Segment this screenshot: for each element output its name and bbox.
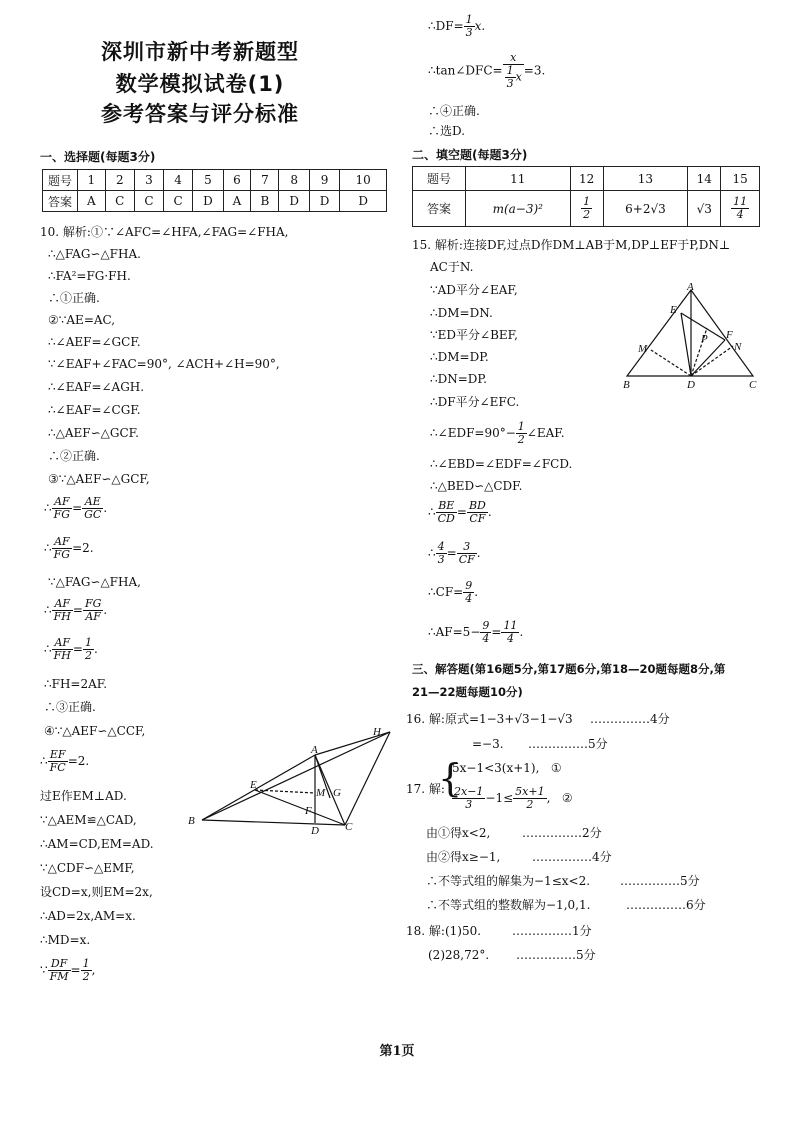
- q17-label: 17. 解:: [406, 782, 445, 796]
- page-number: 第1页: [379, 1044, 415, 1059]
- table1-answer: A: [78, 191, 106, 212]
- table1-answer: B: [251, 191, 279, 212]
- fig1-label: G: [333, 787, 341, 799]
- system-brace: {: [438, 756, 463, 800]
- q10-line: ∴∠AEF=∠GCF.: [48, 335, 141, 349]
- fig2-label: P: [701, 333, 708, 345]
- q17-score: ……………6分: [626, 898, 706, 912]
- table1-answer: D: [340, 191, 387, 212]
- fig2-label: C: [749, 379, 757, 391]
- q17-line: 由①得x<2,: [426, 826, 491, 840]
- q17-line: ∴不等式组的解集为−1≤x<2.: [426, 874, 591, 888]
- q10-cont-line2: ∴tan∠DFC= x $\frac{1}{3}$ x =3.: [428, 51, 546, 90]
- table1-label-a: 答案: [43, 191, 78, 212]
- q10-line: ∴①正确.: [48, 291, 100, 305]
- table1-answer: C: [134, 191, 163, 212]
- fig1-label: A: [311, 744, 318, 756]
- table2-num: 13: [603, 167, 688, 191]
- table1-answer: D: [279, 191, 309, 212]
- fig1-label: B: [188, 815, 195, 827]
- q10-line: ∴∠EAF=∠CGF.: [48, 403, 141, 417]
- table2-num: 15: [721, 167, 760, 191]
- q10-line: ③∵△AEF∽△GCF,: [48, 472, 150, 486]
- fig2-label: F: [726, 329, 733, 341]
- answer-table-2: [412, 166, 760, 227]
- table2-answer-14: √3: [688, 191, 721, 227]
- fig2-label: A: [687, 281, 694, 293]
- q10-line: ∵∠EAF+∠FAC=90°, ∠ACH+∠H=90°,: [48, 357, 280, 371]
- q15-line: ∴△BED∽△CDF.: [430, 479, 523, 493]
- q10-cont-line4: ∴选D.: [428, 124, 466, 138]
- title-line-2: 数学模拟试卷(1): [115, 72, 285, 96]
- q15-intro: AC于N.: [430, 260, 474, 274]
- fig1-label: F: [305, 805, 312, 817]
- table2-label-a: 答案: [413, 191, 466, 227]
- fig2-label: N: [734, 341, 742, 353]
- q18-line: 18. 解:(1)50.: [406, 924, 482, 938]
- q10-line: 10. 解析:①∵∠AFC=∠HFA,∠FAG=∠FHA,: [40, 225, 289, 239]
- q10-line: ④∵△AEF∽△CCF,: [44, 724, 146, 738]
- q16-score: ……………5分: [528, 737, 608, 751]
- q10-line: ∵△CDF∽△EMF,: [40, 861, 135, 875]
- q10-cont-line3: ∴④正确.: [428, 104, 480, 118]
- table2-num: 11: [466, 167, 571, 191]
- q10-line: ∴∠EAF=∠AGH.: [48, 380, 145, 394]
- q15-line: ∵AD平分∠EAF,: [430, 283, 518, 297]
- q10-line: ∴MD=x.: [40, 933, 91, 947]
- q15-line: ∵ED平分∠BEF,: [430, 328, 518, 342]
- q18-score: ……………5分: [516, 948, 596, 962]
- q15-frac-43: ∴ $\frac{4}{3}$ = $\frac{3}{CF}$ .: [428, 540, 481, 566]
- q17-score: ……………2分: [522, 826, 602, 840]
- q17-inequality-1: 5x−1<3(x+1), ①: [452, 761, 562, 775]
- table2-num: 12: [570, 167, 603, 191]
- q10-frac5: ∴ $\frac{EF}{FC}$ =2.: [40, 748, 90, 774]
- fig1-label: C: [345, 821, 353, 833]
- fig2-label: M: [638, 343, 648, 355]
- q15-line: ∴DM=DN.: [430, 306, 493, 320]
- q10-frac1: ∴ $\frac{AF}{FG}$ = $\frac{AE}{GC}$ .: [44, 495, 108, 521]
- q15-line: ∴DF平分∠EFC.: [430, 395, 520, 409]
- q15-line: ∴DN=DP.: [430, 372, 487, 386]
- table2-label-q: 题号: [413, 167, 466, 191]
- q15-line: ∴∠EBD=∠EDF=∠FCD.: [430, 457, 573, 471]
- title-line-3: 参考答案与评分标准: [101, 102, 299, 126]
- geometry-figure-1: [180, 720, 400, 840]
- q15-intro: 15. 解析:连接DF,过点D作DM⊥AB于M,DP⊥EF于P,DN⊥: [412, 238, 731, 252]
- table2-answer-11: m(a−3)²: [466, 191, 571, 227]
- table2-num: 14: [688, 167, 721, 191]
- fig2-label: D: [687, 379, 695, 391]
- q17-score: ……………5分: [620, 874, 700, 888]
- q15-frac-cf: ∴CF= $\frac{9}{4}$ .: [428, 579, 479, 605]
- section2-title: 二、填空题(每题3分): [412, 148, 528, 162]
- q17-inequality-2: $\frac{2x-1}{3}$ −1≤ $\frac{5x+1}{2}$ , ②: [454, 785, 573, 811]
- fig1-label: M: [316, 787, 326, 799]
- title-line-1: 深圳市新中考新题型: [101, 40, 299, 64]
- q10-line: ∵△AEM≌△CAD,: [40, 813, 137, 827]
- q10-line: ∴AM=CD,EM=AD.: [40, 837, 154, 851]
- table2-answer-13: 6+2√3: [603, 191, 688, 227]
- q10-line: ∴△AEF∽△GCF.: [48, 426, 139, 440]
- table1-label-q: 题号: [43, 170, 78, 191]
- table1-num: 10: [340, 170, 387, 191]
- q10-line: ∴FA²=FG·FH.: [48, 269, 131, 283]
- q17-line: 由②得x≥−1,: [426, 850, 501, 864]
- answer-table-1: [42, 169, 387, 212]
- table1-answer: D: [309, 191, 339, 212]
- q18-line: (2)28,72°.: [428, 948, 490, 962]
- q15-frac-af: ∴AF=5− $\frac{9}{4}$ = $\frac{11}{4}$ .: [428, 619, 524, 645]
- fig2-label: E: [670, 304, 677, 316]
- q10-line: ∴AD=2x,AM=x.: [40, 909, 136, 923]
- q10-line: 设CD=x,则EM=2x,: [40, 885, 153, 899]
- q10-line: ∴△FAG∽△FHA.: [48, 247, 141, 261]
- q17-score: ……………4分: [532, 850, 612, 864]
- table1-num: 1: [78, 170, 106, 191]
- table1-num: 2: [105, 170, 134, 191]
- table1-answer: D: [193, 191, 223, 212]
- table1-num: 5: [193, 170, 223, 191]
- q10-line: ∴③正确.: [44, 700, 96, 714]
- q16-line: =−3.: [472, 737, 504, 751]
- q16-line: 16. 解:原式=1−3+√3−1−√3: [406, 712, 573, 726]
- table1-answer: C: [164, 191, 193, 212]
- q10-frac4: ∴ $\frac{AF}{FH}$ = $\frac{1}{2}$ .: [44, 636, 98, 662]
- q10-cont-line1: ∴DF= $\frac{1}{3}$ x.: [428, 13, 486, 39]
- geometry-figure-2: [615, 280, 765, 392]
- table1-answer: C: [105, 191, 134, 212]
- section3-title: 三、解答题(第16题5分,第17题6分,第18—20题每题8分,第: [412, 662, 726, 676]
- q15-line: ∴DM=DP.: [430, 350, 489, 364]
- q10-frac6: ∵ $\frac{DF}{FM}$ = $\frac{1}{2}$ ,: [40, 957, 96, 983]
- table1-num: 9: [309, 170, 339, 191]
- q10-frac3: ∴ $\frac{AF}{FH}$ = $\frac{FG}{AF}$ .: [44, 597, 108, 623]
- fig1-label: D: [311, 825, 319, 837]
- q15-edf: ∴∠EDF=90°− $\frac{1}{2}$ ∠EAF.: [430, 420, 565, 446]
- table1-num: 3: [134, 170, 163, 191]
- table1-num: 6: [223, 170, 251, 191]
- q10-line: ∴FH=2AF.: [44, 677, 108, 691]
- q10-line: ②∵AE=AC,: [48, 313, 116, 327]
- q15-frac-be: ∴ $\frac{BE}{CD}$ = $\frac{BD}{CF}$ .: [428, 499, 492, 525]
- table1-num: 7: [251, 170, 279, 191]
- q10-line: 过E作EM⊥AD.: [40, 789, 127, 803]
- fig1-label: H: [373, 726, 381, 738]
- fig1-label: E: [250, 779, 257, 791]
- q10-line: ∵△FAG∽△FHA,: [48, 575, 141, 589]
- section3-title-cont: 21—22题每题10分): [412, 685, 523, 699]
- q17-line: ∴不等式组的整数解为−1,0,1.: [426, 898, 591, 912]
- section1-title: 一、选择题(每题3分): [40, 150, 156, 164]
- fig2-label: B: [623, 379, 630, 391]
- q10-frac2: ∴ $\frac{AF}{FG}$ =2.: [44, 535, 94, 561]
- table2-answer-12: $\frac{1}{2}$: [570, 191, 603, 227]
- q16-score: ……………4分: [590, 712, 670, 726]
- table2-answer-15: $\frac{11}{4}$: [721, 191, 760, 227]
- table1-num: 4: [164, 170, 193, 191]
- q18-score: ……………1分: [512, 924, 592, 938]
- q10-line: ∴②正确.: [48, 449, 100, 463]
- table1-answer: A: [223, 191, 251, 212]
- table1-num: 8: [279, 170, 309, 191]
